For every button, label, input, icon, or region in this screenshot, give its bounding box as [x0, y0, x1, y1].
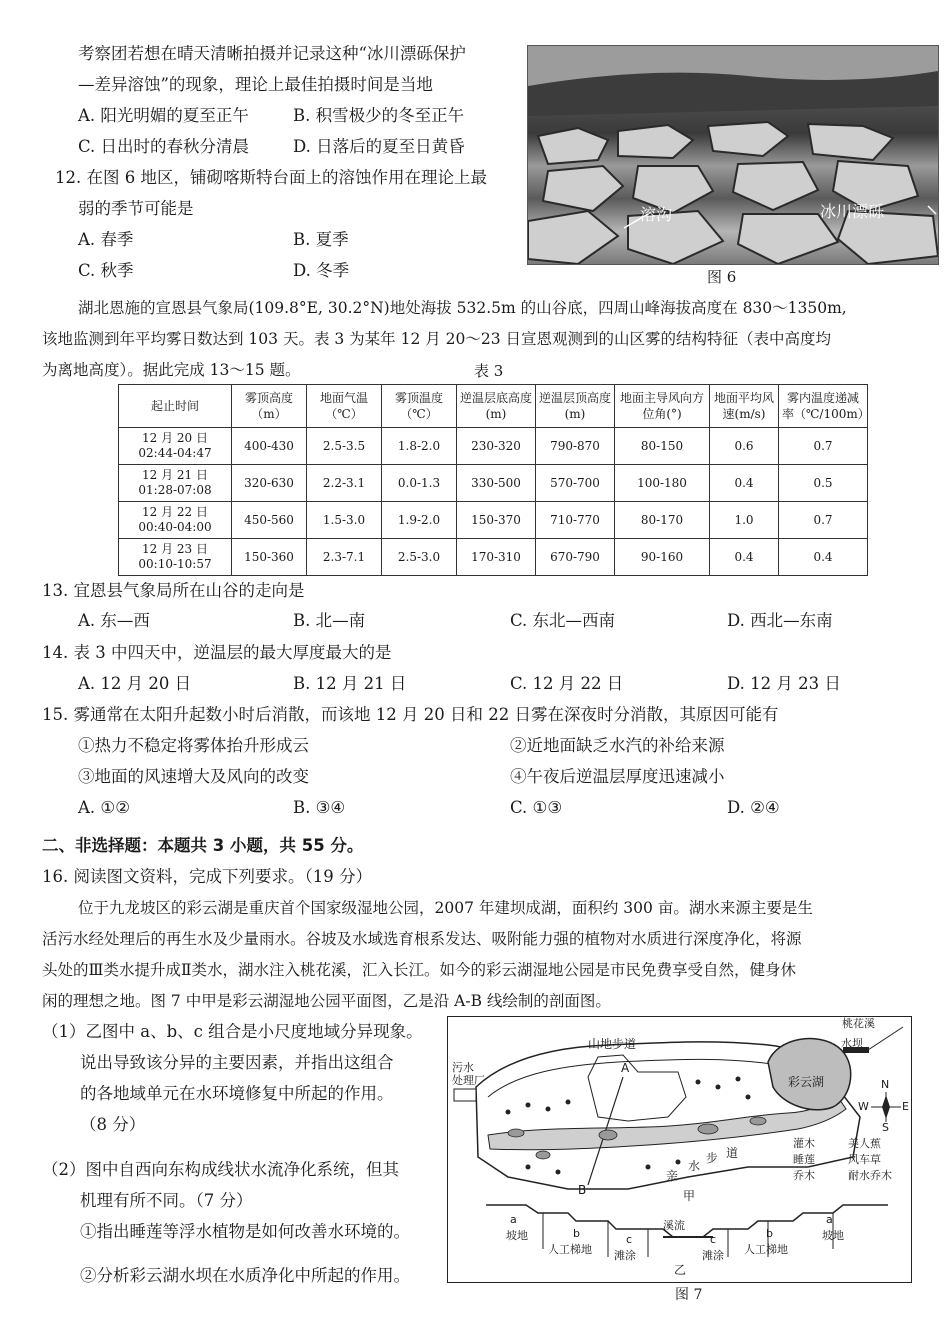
q16-sub1-line2: 说出导致该分异的主要因素，并指出这组合	[80, 1053, 394, 1072]
q16-sub2-line1: （2）图中自西向东构成线状水流净化系统，但其	[42, 1160, 399, 1179]
passage2-line2: 该地监测到年平均雾日数达到 103 天。表 3 为某年 12 月 20～23 日宣恩观测到的山区雾的结构特征（表中高度均	[42, 330, 832, 348]
table3-cell: 80-150	[615, 428, 710, 465]
table3-cell: 150-360	[232, 539, 307, 576]
q15-item3: ③地面的风速增大及风向的改变	[78, 767, 309, 786]
table3-header: 逆温层底高度(m)	[457, 385, 536, 428]
table3-cell: 450-560	[232, 502, 307, 539]
q16-sub1-line4: （8 分）	[80, 1115, 146, 1134]
q14-stem: 14. 表 3 中四天中，逆温层的最大厚度最大的是	[42, 643, 392, 662]
table3-cell: 150-370	[457, 502, 536, 539]
table3-row	[119, 502, 868, 539]
table3-cell: 0.7	[779, 502, 868, 539]
table3-cell: 1.8-2.0	[382, 428, 457, 465]
q16-paragraph-line2: 活污水经处理后的再生水及少量雨水。谷坡及水域选育根系发达、吸附能力强的植物对水质进行深度净化，将源	[42, 930, 802, 948]
q12-option-c: C. 秋季	[78, 261, 134, 280]
q15-stem: 15. 雾通常在太阳升起数小时后消散，而该地 12 月 20 日和 22 日雾在深夜时分消散，其原因可能有	[42, 705, 779, 724]
table3-header: 雾内温度递减率（℃/100m）	[779, 385, 868, 428]
table3-cell: 0.4	[779, 539, 868, 576]
compass-east: E	[902, 1100, 909, 1113]
limestone-pavement-illustration	[528, 46, 938, 264]
compass-west: W	[858, 1100, 869, 1113]
q15-option-c: C. ①③	[510, 798, 563, 817]
q16-paragraph-line4: 闲的理想之地。图 7 中甲是彩云湖湿地公园平面图，乙是沿 A-B 线绘制的剖面图。	[42, 992, 611, 1010]
q16-stem: 16. 阅读图文资料，完成下列要求。（19 分）	[42, 867, 372, 886]
q16-sub1-line3: 的各地域单元在水环境修复中所起的作用。	[80, 1084, 394, 1103]
figure7-yi-label: 乙	[674, 1263, 687, 1277]
section-beach1: 滩涂	[614, 1249, 636, 1262]
legend-tree: 乔木	[793, 1169, 815, 1182]
table3-cell: 0.5	[779, 465, 868, 502]
q16-paragraph-line3: 头处的Ⅲ类水提升成Ⅱ类水，湖水注入桃花溪，汇入长江。如今的彩云湖湿地公园是市民免费享受自然，健身休	[42, 961, 796, 979]
figure7-point-b: B	[578, 1183, 587, 1197]
table3-header: 起止时间	[119, 385, 232, 428]
table3-cell: 330-500	[457, 465, 536, 502]
table3-time-cell: 12 月 23 日 00:10-10:57	[119, 539, 232, 576]
table3-cell: 0.4	[710, 539, 779, 576]
q11-option-c: C. 日出时的春秋分清晨	[78, 137, 250, 156]
table3-cell: 170-310	[457, 539, 536, 576]
figure7-water-path-char2: 水	[688, 1159, 701, 1173]
table3-time-cell: 12 月 20 日 02:44-04:47	[119, 428, 232, 465]
table3-caption: 表 3	[474, 362, 504, 380]
legend-windmill: 风车草	[848, 1153, 881, 1166]
q11-intro-line2: —差异溶蚀”的现象，理论上最佳拍摄时间是当地	[78, 75, 433, 94]
table3-cell: 0.6	[710, 428, 779, 465]
q12-stem-line2: 弱的季节可能是	[78, 199, 194, 218]
passage2-line3: 为离地高度）。据此完成 13～15 题。	[42, 361, 301, 379]
table3-header: 地面气温（℃）	[307, 385, 382, 428]
table3-header: 地面平均风速(m/s)	[710, 385, 779, 428]
q15-option-d: D. ②④	[727, 798, 780, 817]
section-a2: a	[826, 1213, 833, 1226]
table3-cell: 320-630	[232, 465, 307, 502]
q16-sub1-line1: （1）乙图中 a、b、c 组合是小尺度地域分异现象。	[42, 1022, 423, 1041]
figure7-map	[447, 1016, 912, 1283]
section2-heading: 二、非选择题：本题共 3 小题，共 55 分。	[42, 836, 364, 855]
section-b1: b	[573, 1227, 580, 1240]
table3-header: 地面主导风向方位角(°)	[615, 385, 710, 428]
table3-cell: 1.5-3.0	[307, 502, 382, 539]
table3-cell: 2.2-3.1	[307, 465, 382, 502]
q15-item4: ④午夜后逆温层厚度迅速减小	[510, 767, 725, 786]
table3-cell: 100-180	[615, 465, 710, 502]
section-b2: b	[766, 1227, 773, 1240]
table3-cell: 570-700	[536, 465, 615, 502]
q13-option-b: B. 北—南	[293, 611, 366, 630]
figure6-photo	[527, 45, 939, 265]
figure7-water-path-char4: 道	[726, 1146, 739, 1160]
table3-cell: 2.3-7.1	[307, 539, 382, 576]
legend-canna: 美人蕉	[848, 1137, 881, 1150]
q16-paragraph-line1: 位于九龙坡区的彩云湖是重庆首个国家级湿地公园，2007 年建坝成湖，面积约 300 亩。湖水来源主要是生	[78, 899, 813, 917]
table3-cell: 710-770	[536, 502, 615, 539]
compass-south: S	[882, 1121, 889, 1134]
table3-cell: 0.4	[710, 465, 779, 502]
figure7-taohuaxi-label: 桃花溪	[842, 1017, 875, 1030]
legend-lotus: 睡莲	[793, 1153, 815, 1166]
table3-cell: 1.9-2.0	[382, 502, 457, 539]
q11-option-a: A. 阳光明媚的夏至正午	[78, 106, 249, 125]
q12-stem-line1: 12. 在图 6 地区，铺砌喀斯特台面上的溶蚀作用在理论上最	[55, 168, 487, 187]
figure6-label-boulder: 冰川漂砾	[820, 202, 885, 221]
section-c2: c	[710, 1233, 717, 1246]
q13-option-d: D. 西北—东南	[727, 611, 833, 630]
figure7-water-path-char1: 亲	[666, 1169, 679, 1183]
q11-option-d: D. 日落后的夏至日黄昏	[293, 137, 465, 156]
table3-time-cell: 12 月 22 日 00:40-04:00	[119, 502, 232, 539]
q16-sub2-line4: ②分析彩云湖水坝在水质净化中所起的作用。	[80, 1266, 410, 1285]
q13-stem: 13. 宜恩县气象局所在山谷的走向是	[42, 581, 305, 600]
table3-cell: 230-320	[457, 428, 536, 465]
figure7-caption: 图 7	[675, 1287, 703, 1303]
section-c1: c	[626, 1233, 633, 1246]
compass-north: N	[881, 1078, 890, 1091]
q15-item2: ②近地面缺乏水汽的补给来源	[510, 736, 725, 755]
q12-option-d: D. 冬季	[293, 261, 350, 280]
table3-time-cell: 12 月 21 日 01:28-07:08	[119, 465, 232, 502]
section-stream: 溪流	[663, 1219, 685, 1232]
figure7-jia-label: 甲	[683, 1189, 696, 1203]
table3-cell: 790-870	[536, 428, 615, 465]
table3-cell: 400-430	[232, 428, 307, 465]
q11-intro-line1: 考察团若想在晴天清晰拍摄并记录这种“冰川漂砾保护	[78, 44, 466, 63]
q13-option-c: C. 东北—西南	[510, 611, 616, 630]
section-beach2: 滩涂	[702, 1249, 724, 1262]
table3-header: 雾顶温度（℃）	[382, 385, 457, 428]
table3-header-row	[119, 385, 868, 428]
q13-option-a: A. 东—西	[78, 611, 150, 630]
q14-option-a: A. 12 月 20 日	[78, 674, 192, 693]
section-a1: a	[510, 1213, 517, 1226]
table3	[118, 384, 868, 576]
section-terrace2: 人工梯地	[744, 1243, 788, 1256]
figure7-point-a: A	[621, 1061, 630, 1075]
legend-shrub: 灌木	[793, 1137, 815, 1150]
figure6-label-gully: 溶沟	[640, 205, 673, 224]
figure7-dam-label: 水坝	[841, 1037, 863, 1050]
table3-header: 逆温层顶高度(m)	[536, 385, 615, 428]
table3-cell: 0.0-1.3	[382, 465, 457, 502]
figure7-sewage-label: 污水 处理厂	[452, 1061, 485, 1087]
q14-option-b: B. 12 月 21 日	[293, 674, 407, 693]
figure6-caption: 图 6	[707, 268, 737, 286]
table3-row	[119, 539, 868, 576]
table3-cell: 2.5-3.0	[382, 539, 457, 576]
q11-option-b: B. 积雪极少的冬至正午	[293, 106, 465, 125]
q15-item1: ①热力不稳定将雾体抬升形成云	[78, 736, 309, 755]
table3-cell: 90-160	[615, 539, 710, 576]
table3-cell: 80-170	[615, 502, 710, 539]
q15-option-b: B. ③④	[293, 798, 346, 817]
legend-wettree: 耐水乔木	[848, 1169, 892, 1182]
passage2-line1: 湖北恩施的宣恩县气象局(109.8°E, 30.2°N)地处海拔 532.5m 的山谷底，四周山峰海拔高度在 830～1350m,	[78, 299, 847, 317]
q12-option-b: B. 夏季	[293, 230, 349, 249]
figure7-mountain-path-label: 山地步道	[588, 1037, 637, 1051]
table3-row	[119, 465, 868, 502]
table3-cell: 1.0	[710, 502, 779, 539]
q16-sub2-line2: 机理有所不同。（7 分）	[80, 1191, 253, 1210]
table3-header: 雾顶高度（m）	[232, 385, 307, 428]
section-terrace1: 人工梯地	[548, 1243, 592, 1256]
figure7-lake-label: 彩云湖	[788, 1075, 825, 1089]
table3-cell: 0.7	[779, 428, 868, 465]
table3-row	[119, 428, 868, 465]
section-slope1: 坡地	[506, 1229, 528, 1242]
q14-option-d: D. 12 月 23 日	[727, 674, 841, 693]
table3-cell: 2.5-3.5	[307, 428, 382, 465]
table3-cell: 670-790	[536, 539, 615, 576]
q16-sub2-line3: ①指出睡莲等浮水植物是如何改善水环境的。	[80, 1222, 410, 1241]
q14-option-c: C. 12 月 22 日	[510, 674, 624, 693]
q15-option-a: A. ①②	[78, 798, 130, 817]
figure7-water-path-char3: 步	[706, 1151, 719, 1165]
q12-option-a: A. 春季	[78, 230, 134, 249]
section-slope2: 坡地	[822, 1229, 844, 1242]
